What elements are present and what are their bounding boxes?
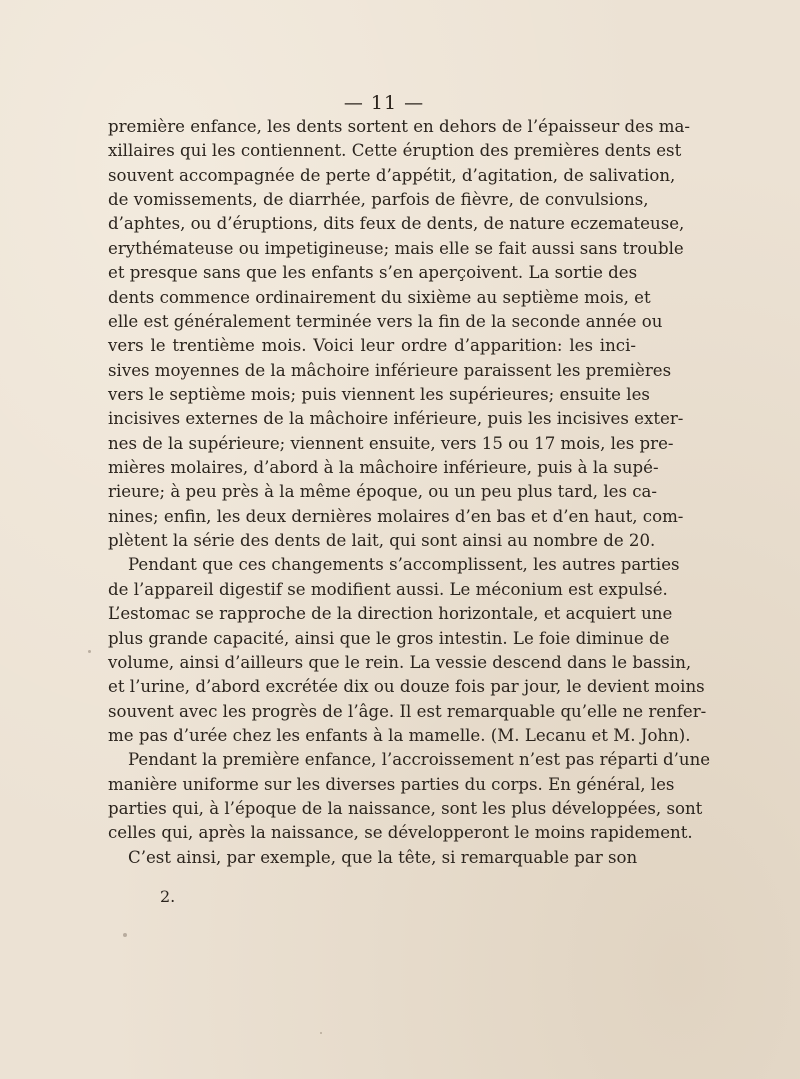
text-line: de vomissements, de diarrhée, parfois de fièvre, de convulsions, (108, 190, 649, 210)
text-line: première enfance, les dents sortent en dehors de l’épaisseur des ma- (108, 117, 690, 136)
text-line: nes de la supérieure; viennent ensuite, vers 15 ou 17 mois, les pre- (108, 433, 674, 453)
text-line: celles qui, après la naissance, se développeront le moins rapidement. (108, 823, 693, 843)
text-line: plètent la série des dents de lait, qui sont ainsi au nombre de 20. (108, 531, 656, 551)
text-line: rieure; à peu près à la même époque, ou un peu plus tard, les ca- (108, 482, 658, 502)
text-line: volume, ainsi d’ailleurs que le rein. La vessie descend dans le bassin, (108, 652, 692, 672)
paper-speck (123, 933, 127, 937)
text-line: et l’urine, d’abord excrétée dix ou douze fois par jour, le devient moins (108, 677, 705, 697)
text-line: manière uniforme sur les diverses parties du corps. En général, les (108, 774, 675, 794)
text-line: dents commence ordinairement du sixième au septième mois, et (108, 287, 651, 307)
text-line: Pendant que ces changements s’accomplissent, les autres parties (128, 555, 680, 575)
text-line: et presque sans que les enfants s’en aperçoivent. La sortie des (108, 263, 638, 283)
text-line: mières molaires, d’abord à la mâchoire inférieure, puis à la supé- (108, 458, 659, 478)
text-line: vers le trentième mois. Voici leur ordre d’apparition: les inci- (108, 336, 636, 356)
text-line: plus grande capacité, ainsi que le gros intestin. Le foie diminue de (108, 628, 670, 648)
text-line: nines; enfin, les deux dernières molaires d’en bas et d’en haut, com- (108, 506, 684, 526)
text-line: erythémateuse ou impetigineuse; mais elle se fait aussi sans trouble (108, 238, 684, 258)
text-line: incisives externes de la mâchoire inférieure, puis les incisives exter- (108, 409, 684, 429)
text-line: me pas d’urée chez les enfants à la mamelle. (M. Lecanu et M. John). (108, 725, 691, 745)
paper-speck (320, 1032, 322, 1034)
text-line: vers le septième mois; puis viennent les supérieures; ensuite les (108, 384, 650, 404)
body-text (108, 115, 711, 870)
signature-mark: 2. (160, 887, 176, 906)
text-line: souvent avec les progrès de l’âge. Il est remarquable qu’elle ne renfer- (108, 701, 707, 721)
text-line: elle est généralement terminée vers la fin de la seconde année ou (108, 311, 663, 331)
text-line: d’aphtes, ou d’éruptions, dits feux de dents, de nature eczemateuse, (108, 214, 685, 234)
text-line: de l’appareil digestif se modifient aussi. Le méconium est expulsé. (108, 579, 668, 599)
text-line: Pendant la première enfance, l’accroissement n’est pas réparti d’une (128, 750, 711, 770)
paper-speck (88, 650, 91, 653)
text-line: souvent accompagnée de perte d’appétit, d’agitation, de salivation, (108, 165, 676, 185)
text-line: parties qui, à l’époque de la naissance, sont les plus développées, sont (108, 799, 703, 819)
text-line: C’est ainsi, par exemple, que la tête, si remarquable par son (128, 847, 638, 867)
text-line: sives moyennes de la mâchoire inférieure paraissent les premières (108, 360, 672, 380)
text-line: L’estomac se rapproche de la direction horizontale, et acquiert une (108, 604, 673, 624)
page-number: — 11 — (343, 92, 425, 114)
text-line: xillaires qui les contiennent. Cette éruption des premières dents est (108, 141, 682, 161)
